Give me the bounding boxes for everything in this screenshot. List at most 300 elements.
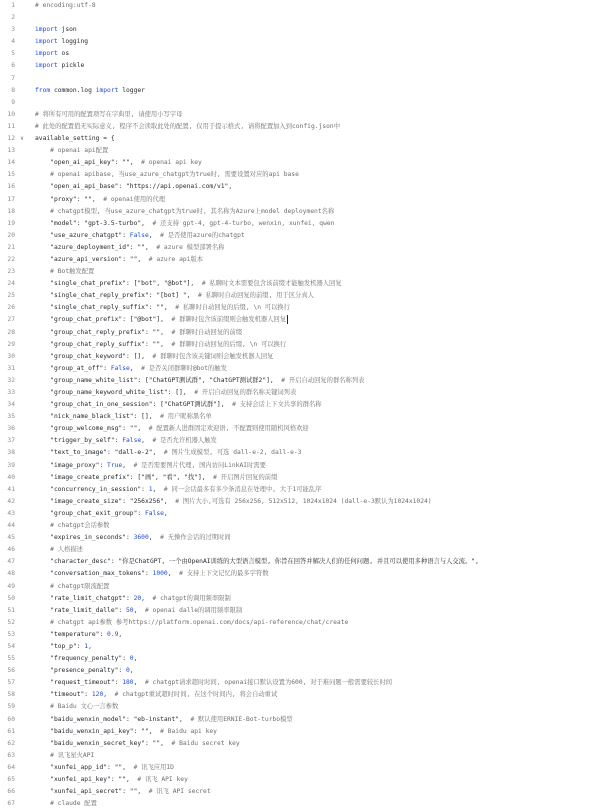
code-token: "open_ai_api_base": "https://api.openai.com/v1", (35, 183, 233, 191)
line-number: 67 (7, 800, 15, 808)
code-token: "model": "gpt-3.5-turbo", (35, 219, 153, 227)
line-number: 54 (7, 642, 15, 650)
code-comment: # chatgpt请求超时时间, openai接口默认设置为600, 对于难问题一般需要较长时间 (144, 679, 393, 687)
code-line[interactable] (0, 48, 600, 60)
code-line[interactable] (0, 339, 600, 351)
code-comment: # 还支持 gpt-4, gpt-4-turbo, wenxin, xunfei, qwen (152, 219, 335, 227)
code-line[interactable] (0, 133, 600, 145)
line-number: 35 (7, 413, 15, 421)
code-line[interactable] (0, 181, 600, 193)
code-token: "frequency_penalty": (35, 655, 130, 663)
code-text (35, 798, 97, 810)
code-text (35, 266, 94, 278)
code-comment: # 私聊时自动回复的前缀, 用于区分真人 (198, 292, 314, 300)
code-text (35, 254, 203, 266)
code-text (35, 544, 83, 556)
line-number: 62 (7, 739, 15, 747)
code-line[interactable] (0, 206, 600, 218)
code-token: 0.9 (107, 630, 119, 638)
code-text (35, 363, 227, 375)
code-token: 0 (126, 667, 130, 675)
line-number: 22 (7, 255, 15, 263)
code-line[interactable] (0, 556, 600, 568)
code-line[interactable] (0, 472, 600, 484)
code-token: 1 (84, 642, 89, 650)
line-number: 55 (7, 655, 15, 663)
code-line[interactable] (0, 738, 600, 750)
code-text (35, 194, 165, 206)
line-number: 24 (7, 280, 15, 288)
code-line[interactable] (0, 218, 600, 230)
code-token: "nick_name_black_list": [], (35, 413, 161, 421)
line-number: 40 (7, 473, 15, 481)
code-token: "top_p": (35, 642, 85, 650)
line-number: 42 (7, 497, 15, 505)
line-number: 64 (7, 763, 15, 771)
code-token: "presence_penalty": (35, 667, 126, 675)
line-number: 15 (7, 171, 15, 179)
chevron-down-icon[interactable]: ∨ (20, 135, 24, 143)
code-comment: # chatgpt会话参数 (35, 522, 110, 530)
code-token: , (122, 461, 134, 469)
code-text (35, 375, 364, 387)
code-line[interactable] (0, 242, 600, 254)
code-keyword: True (107, 461, 123, 469)
code-comment: # Bot触发配置 (35, 268, 95, 276)
code-token: "azure_api_version": "", (35, 255, 149, 263)
code-line[interactable] (0, 701, 600, 713)
line-number: 27 (7, 316, 15, 324)
code-keyword: import (95, 86, 119, 94)
code-line[interactable] (0, 194, 600, 206)
code-comment: # azure 模型部署名称 (156, 243, 225, 251)
code-text (35, 786, 211, 798)
code-token: "rate_limit_chatgpt": (35, 594, 134, 602)
line-number: 36 (7, 425, 15, 433)
code-text (35, 242, 224, 254)
code-comment: # 此处的配置值无实际意义, 程序不会读取此处的配置, 仅用于提示格式, 请将配置加入到config.json中 (35, 122, 341, 130)
code-token: , (152, 485, 164, 493)
code-token: 1000 (152, 570, 168, 578)
code-line[interactable] (0, 351, 600, 363)
code-line[interactable] (0, 12, 600, 24)
code-text (35, 593, 231, 605)
code-line[interactable] (0, 157, 600, 169)
line-number: 25 (7, 292, 15, 300)
code-token: "group_name_white_list": ["ChatGPT测试群", "ChatGPT测试群2"], (35, 376, 282, 384)
code-comment: # 配置新人进群固定欢迎语, 不配置则使用随机风格欢迎 (148, 425, 309, 433)
code-token: , (141, 594, 153, 602)
code-comment: # 讯飞 API secret (148, 788, 211, 796)
code-keyword: import (35, 26, 58, 34)
code-token: "group_chat_reply_suffix": "", (35, 340, 172, 348)
code-comment: # 讯飞 API key (137, 776, 188, 783)
code-line[interactable] (0, 774, 600, 786)
code-line[interactable] (0, 605, 600, 617)
code-comment: # chatgpt重试超时时间, 在这个时间内, 将会自动重试 (114, 691, 278, 699)
code-line[interactable] (0, 327, 600, 339)
code-text (35, 145, 108, 157)
code-line[interactable] (0, 714, 600, 726)
code-line[interactable] (0, 617, 600, 629)
code-token: , (118, 630, 123, 638)
code-line[interactable] (0, 435, 600, 447)
code-text (35, 339, 286, 351)
code-token: "group_chat_reply_prefix": "", (35, 328, 172, 336)
line-number: 20 (7, 231, 15, 239)
code-line[interactable] (0, 399, 600, 411)
code-line[interactable] (0, 97, 600, 109)
code-text (35, 387, 296, 399)
code-text (35, 327, 242, 339)
code-text (35, 109, 182, 121)
code-line[interactable] (0, 73, 600, 85)
code-token: "character_desc": "你是ChatGPT, 一个由OpenAI训练的大型语言模型, 你旨在回答并解决人们的任何问题, 并且可以使用多种语言与人交流。", (35, 558, 479, 566)
line-number: 31 (7, 364, 15, 372)
code-token: "expires_in_seconds": (35, 534, 134, 542)
code-token: , (133, 655, 138, 663)
code-line[interactable] (0, 447, 600, 459)
line-number: 6 (11, 62, 15, 70)
line-number: 52 (7, 618, 15, 626)
code-comment: # 支持会话上下文共享的群名称 (232, 401, 322, 409)
code-line[interactable] (0, 387, 600, 399)
code-line[interactable] (0, 423, 600, 435)
code-token: pickle (57, 62, 85, 70)
code-token: "xunfei_api_key": "", (35, 776, 138, 783)
line-number: 37 (7, 437, 15, 445)
code-token: "rate_limit_dalle": (35, 606, 126, 614)
code-line[interactable] (0, 460, 600, 472)
line-number: 29 (7, 340, 15, 348)
code-text (35, 762, 174, 774)
code-comment: # 是否使用azure的chatgpt (160, 231, 245, 239)
code-text (35, 617, 348, 629)
line-number: 33 (7, 389, 15, 396)
code-token: , (148, 231, 161, 239)
line-number: 39 (7, 461, 15, 469)
code-comment: # openai api配置 (35, 147, 109, 155)
code-comment: # claude 配置 (35, 800, 97, 808)
code-line[interactable] (0, 496, 600, 508)
code-line[interactable] (0, 169, 600, 181)
code-token: , (129, 364, 142, 372)
code-comment: # 将所有可用的配置项写在字典里, 请使用小写字母 (35, 110, 183, 118)
code-comment: # Baidu secret key (171, 739, 240, 747)
code-text (35, 605, 242, 617)
code-token: "use_azure_chatgpt": (35, 231, 130, 239)
code-text (35, 411, 212, 423)
code-line[interactable] (0, 109, 600, 121)
line-number: 2 (11, 14, 15, 22)
code-token: , (133, 679, 145, 687)
code-comment: # 私聊时自动回复的后缀, \n 可以换行 (175, 304, 290, 312)
code-text (35, 568, 269, 580)
code-line[interactable] (0, 121, 600, 133)
code-comment: # openai dalle的调用频率限制 (144, 606, 243, 614)
code-line[interactable] (0, 581, 600, 593)
code-line[interactable] (0, 568, 600, 580)
code-line[interactable] (0, 290, 600, 302)
code-line[interactable] (0, 411, 600, 423)
line-number: 19 (7, 219, 15, 227)
code-comment: # 是否允许机器人触发 (152, 437, 217, 445)
code-comment: # azure api版本 (148, 255, 204, 263)
code-text (35, 556, 479, 568)
code-comment: # openai apibase, 当use_azure_chatgpt为true时, 需要设置对应的api base (35, 171, 299, 179)
code-token: "azure_deployment_id": "", (35, 243, 157, 251)
code-keyword: False (110, 364, 130, 372)
line-number: 18 (7, 207, 15, 215)
code-line[interactable] (0, 689, 600, 701)
code-text (35, 36, 88, 48)
line-number: 53 (7, 630, 15, 638)
code-token: 180 (122, 679, 134, 687)
code-line[interactable] (0, 375, 600, 387)
code-text (35, 351, 273, 363)
line-number: 9 (11, 98, 15, 106)
code-comment: # 开启自动回复的群名称关键词列表 (194, 389, 297, 396)
code-text (35, 435, 217, 447)
code-token: , (133, 606, 145, 614)
code-comment: # 默认使用ERNIE-Bot-turbo模型 (190, 715, 293, 723)
code-comment: # chatgpt模型, 当use_azure_chatgpt为true时, 其名称为Azure上model deployment名称 (35, 207, 335, 215)
code-token: "group_chat_prefix": ["@bot"], (35, 316, 172, 324)
code-token: "single_chat_reply_suffix": "", (35, 304, 176, 312)
code-text (35, 121, 340, 133)
code-token: os (57, 50, 70, 58)
code-token: "group_chat_exit_group": (35, 509, 145, 517)
code-line[interactable] (0, 0, 600, 12)
code-keyword: False (129, 231, 149, 239)
line-number: 50 (7, 594, 15, 602)
code-token: 1 (148, 485, 153, 493)
line-number: 11 (7, 122, 15, 130)
code-text (35, 508, 168, 520)
line-number: 45 (7, 534, 15, 542)
line-number: 47 (7, 558, 15, 566)
code-text (35, 48, 69, 60)
code-text (35, 169, 299, 181)
code-comment: # 支持上下文记忆的最多字符数 (179, 570, 269, 578)
code-text (35, 157, 202, 169)
code-text (35, 181, 232, 193)
code-text (35, 677, 392, 689)
code-comment: # 私聊时文本需要包含该前缀才能触发机器人回复 (201, 280, 342, 288)
code-comment: # 开启图片回复的前缀 (213, 473, 278, 481)
code-line[interactable] (0, 145, 600, 157)
line-number: 34 (7, 401, 15, 409)
code-comment: # chatgpt限流配置 (35, 582, 110, 590)
code-keyword: import (35, 38, 58, 46)
code-line[interactable] (0, 726, 600, 738)
line-number: 49 (7, 582, 15, 590)
code-text (35, 484, 321, 496)
line-number: 5 (11, 50, 15, 58)
code-text (35, 399, 322, 411)
code-token: "xunfei_api_secret": "", (35, 788, 149, 796)
line-number: 60 (7, 715, 15, 723)
code-text (35, 496, 432, 508)
code-line[interactable] (0, 641, 600, 653)
code-token: , (163, 509, 168, 517)
code-line[interactable] (0, 266, 600, 278)
code-line[interactable] (0, 484, 600, 496)
code-text (35, 581, 109, 593)
line-number: 58 (7, 691, 15, 699)
code-comment: # openai使用的代理 (103, 195, 166, 203)
code-token: "single_chat_reply_prefix": "[bot] ", (35, 292, 199, 300)
code-line[interactable] (0, 532, 600, 544)
code-line[interactable] (0, 629, 600, 641)
code-token: "request_timeout": (35, 679, 123, 687)
code-line[interactable] (0, 786, 600, 798)
line-number: 65 (7, 776, 15, 783)
code-token: "group_welcome_msg": "", (35, 425, 149, 433)
code-token: "image_create_prefix": ["画", "看", "找"], (35, 473, 214, 481)
line-number: 28 (7, 328, 15, 336)
code-token: , (88, 642, 92, 650)
code-line[interactable] (0, 653, 600, 665)
code-token: 20 (133, 594, 142, 602)
code-line[interactable] (0, 314, 600, 326)
code-token: "temperature": (35, 630, 108, 638)
code-text (35, 774, 188, 786)
code-text (35, 0, 96, 12)
line-number: 16 (7, 183, 15, 191)
code-text (35, 290, 314, 302)
code-text (35, 629, 122, 641)
code-text (35, 520, 109, 532)
code-token: , (141, 437, 153, 445)
line-number: 21 (7, 243, 15, 251)
code-token: "text_to_image": "dall-e-2", (35, 449, 164, 457)
code-text (35, 85, 145, 97)
code-line[interactable] (0, 508, 600, 520)
code-comment: # openai api key (141, 159, 202, 167)
line-number: 63 (7, 751, 15, 759)
code-comment: # 是否需要图片代理, 国内访问LinkAI时需要 (133, 461, 266, 469)
code-comment: # Baidu 文心一言参数 (35, 703, 119, 711)
code-comment: # 用户昵称黑名单 (160, 413, 212, 421)
code-text (35, 133, 115, 145)
code-comment: # Baidu api key (160, 727, 217, 735)
code-text (35, 653, 137, 665)
line-number: 59 (7, 703, 15, 711)
code-line[interactable] (0, 24, 600, 36)
line-number: 13 (7, 147, 15, 155)
line-number: 48 (7, 570, 15, 578)
line-number: 4 (11, 38, 15, 46)
code-token: , (129, 667, 134, 675)
code-comment: # 群聊时包含该关键词则会触发机器人回复 (152, 352, 274, 360)
code-token: logging (57, 38, 89, 46)
code-line[interactable] (0, 85, 600, 97)
code-comment: # 讯飞星火API (35, 751, 95, 759)
line-number: 51 (7, 606, 15, 614)
code-text (35, 726, 217, 738)
code-text (35, 206, 334, 218)
code-token: "group_chat_keyword": [], (35, 352, 153, 360)
code-line[interactable] (0, 36, 600, 48)
code-comment: # chatgpt api参数 参考https://platform.openai.com/docs/api-reference/chat/create (35, 618, 349, 626)
code-text (35, 641, 92, 653)
code-token: "single_chat_prefix": ["bot", "@bot"], (35, 280, 202, 288)
code-token: , (148, 534, 161, 542)
code-text (35, 218, 334, 230)
code-text (35, 447, 301, 459)
line-number: 26 (7, 304, 15, 312)
code-keyword: from (35, 86, 51, 94)
code-keyword: False (122, 437, 142, 445)
code-line[interactable] (0, 677, 600, 689)
code-line[interactable] (0, 254, 600, 266)
code-token: "baidu_wenxin_api_key": "", (35, 727, 161, 735)
code-comment: # 是否关闭群聊时@bot的触发 (141, 364, 227, 372)
code-token: 50 (126, 606, 134, 614)
code-text (35, 665, 134, 677)
code-token: "baidu_wenxin_secret_key": "", (35, 739, 172, 747)
line-number: 46 (7, 546, 15, 554)
code-line[interactable] (0, 60, 600, 72)
code-text (35, 689, 277, 701)
code-token: "conversation_max_tokens": (35, 570, 153, 578)
code-keyword: import (35, 62, 58, 70)
code-text (35, 460, 266, 472)
code-comment: # 讯飞应用ID (133, 763, 174, 771)
code-line[interactable] (0, 762, 600, 774)
line-number: 1 (11, 2, 15, 9)
line-number: 3 (11, 26, 15, 34)
code-line[interactable] (0, 750, 600, 762)
code-line[interactable] (0, 520, 600, 532)
line-number: 30 (7, 352, 15, 360)
code-comment: # 群聊时自动回复的前缀 (171, 328, 243, 336)
code-line[interactable] (0, 593, 600, 605)
code-text (35, 423, 309, 435)
code-token: "xunfei_app_id": "", (35, 763, 134, 771)
code-token: 3600 (133, 534, 149, 542)
code-token: "group_chat_in_one_session": ["ChatGPT测试群"], (35, 401, 233, 409)
code-comment: # encoding:utf-8 (35, 2, 96, 9)
code-line[interactable] (0, 544, 600, 556)
line-number: 38 (7, 449, 15, 457)
code-text (35, 278, 342, 290)
code-token: 0 (129, 655, 134, 663)
code-comment: # 同一会话最多有多少条消息在处理中, 大于1可能乱序 (163, 485, 322, 493)
code-token: "trigger_by_self": (35, 437, 123, 445)
code-token: logger (118, 86, 145, 94)
line-number: 14 (7, 159, 15, 167)
code-token: json (57, 26, 77, 34)
code-line[interactable] (0, 230, 600, 242)
line-number: 43 (7, 509, 15, 517)
code-token: 120 (91, 691, 104, 699)
code-comment: # chatgpt的调用频率限制 (152, 594, 231, 602)
code-text (35, 532, 231, 544)
line-number: 23 (7, 268, 15, 276)
code-line[interactable] (0, 302, 600, 314)
code-line[interactable] (0, 798, 600, 810)
code-token: available_setting = { (35, 135, 115, 143)
code-line[interactable] (0, 278, 600, 290)
code-text (35, 714, 293, 726)
code-line[interactable] (0, 665, 600, 677)
code-line[interactable] (0, 363, 600, 375)
code-token: common.log (50, 86, 96, 94)
line-number: 57 (7, 679, 15, 687)
code-token: "image_proxy": (35, 461, 108, 469)
